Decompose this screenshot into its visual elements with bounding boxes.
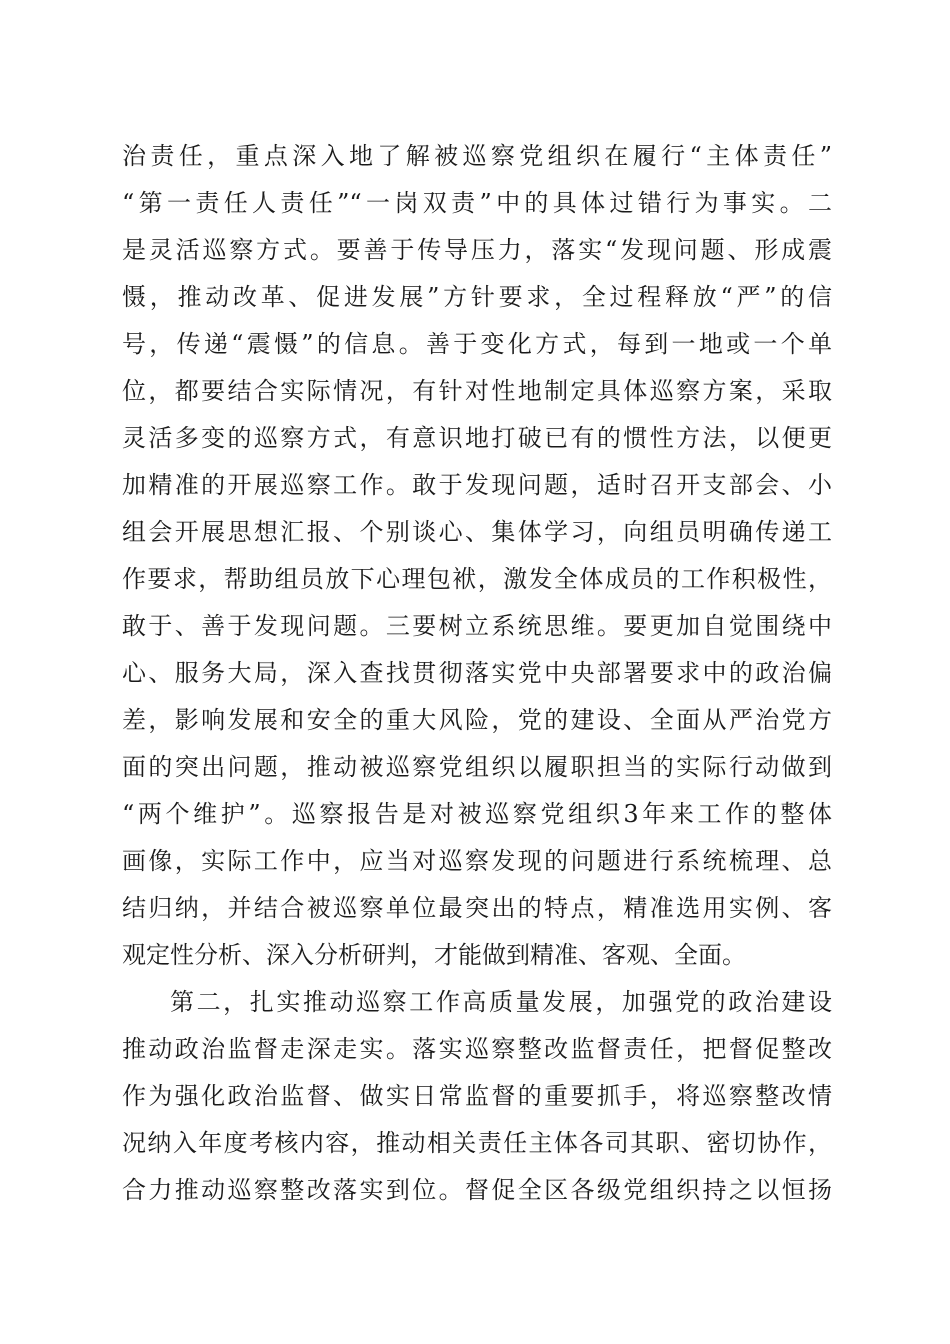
body-text	[122, 133, 832, 1214]
text-line: 作为强化政治监督、做实日常监督的重要抓手，将巡察整改情	[122, 1082, 832, 1110]
text-line: 况纳入年度考核内容，推动相关责任主体各司其职、密切协作，	[122, 1129, 832, 1157]
text-line: 位，都要结合实际情况，有针对性地制定具体巡察方案，采取	[122, 377, 832, 405]
text-line: 敢于、善于发现问题。三要树立系统思维。要更加自觉围绕中	[122, 612, 832, 640]
text-line: 合力推动巡察整改落实到位。督促全区各级党组织持之以恒扬	[122, 1176, 832, 1204]
text-line: 画像，实际工作中，应当对巡察发现的问题进行系统梳理、总	[122, 847, 832, 875]
text-line: 慑，推动改革、促进发展”方针要求，全过程释放“严”的信	[122, 283, 832, 311]
text-line: 组会开展思想汇报、个别谈心、集体学习，向组员明确传递工	[122, 518, 832, 546]
text-line: 号，传递“震慑”的信息。善于变化方式，每到一地或一个单	[122, 330, 832, 358]
text-line: 心、服务大局，深入查找贯彻落实党中央部署要求中的政治偏	[122, 659, 832, 687]
text-line: 治责任，重点深入地了解被巡察党组织在履行“主体责任”	[122, 142, 832, 170]
text-line: “两个维护”。巡察报告是对被巡察党组织3年来工作的整体	[122, 800, 832, 828]
paragraph-start-line: 第二，扎实推动巡察工作高质量发展，加强党的政治建设	[170, 988, 832, 1016]
text-line: 是灵活巡察方式。要善于传导压力，落实“发现问题、形成震	[122, 236, 832, 264]
text-line: 灵活多变的巡察方式，有意识地打破已有的惯性方法，以便更	[122, 424, 832, 452]
text-line: 差，影响发展和安全的重大风险，党的建设、全面从严治党方	[122, 706, 832, 734]
text-line: “第一责任人责任”“一岗双责”中的具体过错行为事实。二	[122, 189, 832, 217]
paragraph-end-line: 观定性分析、深入分析研判，才能做到精准、客观、全面。	[122, 941, 746, 969]
text-line: 面的突出问题，推动被巡察党组织以履职担当的实际行动做到	[122, 753, 832, 781]
text-line: 推动政治监督走深走实。落实巡察整改监督责任，把督促整改	[122, 1035, 832, 1063]
text-line: 结归纳，并结合被巡察单位最突出的特点，精准选用实例、客	[122, 894, 832, 922]
text-line: 加精准的开展巡察工作。敢于发现问题，适时召开支部会、小	[122, 471, 832, 499]
text-line: 作要求，帮助组员放下心理包袱，激发全体成员的工作积极性，	[122, 565, 832, 593]
